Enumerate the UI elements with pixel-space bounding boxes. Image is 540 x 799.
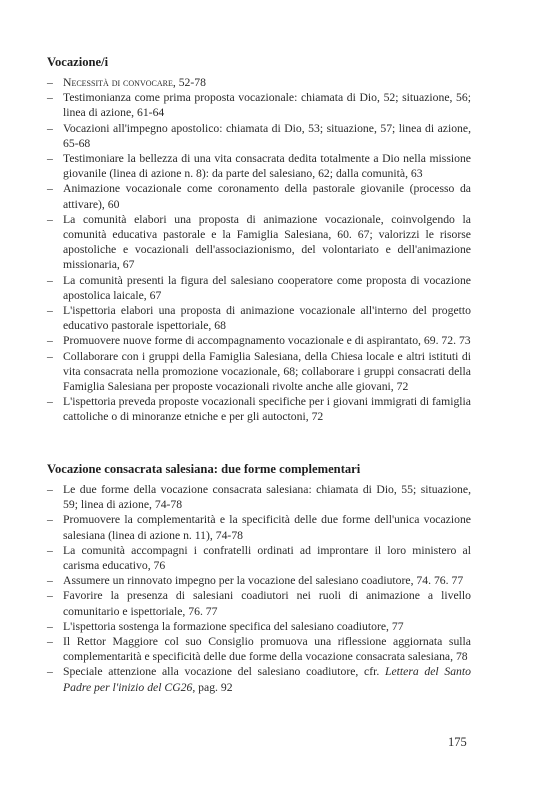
list-item [47,181,471,211]
entry-text: Speciale attenzione alla vocazione del salesiano coadiutore, cfr. [63,665,385,679]
page-number: 175 [448,735,467,749]
dash-bullet: – [47,273,53,287]
dash-bullet: – [47,121,53,135]
list-item [47,333,471,348]
section-title-vocazione-consacrata: Vocazione consacrata salesiana: due forme complementari [47,462,361,476]
list-item [47,543,471,573]
list-item [47,588,471,618]
list-item [47,573,471,588]
entry-tail: , pag. 92 [192,680,233,694]
entry-italic-title: Lettera del Santo Padre per l'inizio del CG26 [63,665,471,694]
entry-text: Favorire la presenza di salesiani coadiutori nei ruoli di animazione a livello comunitario e ispettoriale, 76. 77 [63,589,471,618]
list-item [47,212,471,273]
entry-text: Il Rettor Maggiore col suo Consiglio promuova una riflessione aggiornata sulla complementarità e specificità delle due forme della vocazione consacrata salesiana, 78 [63,635,471,664]
entry-text: Collaborare con i gruppi della Famiglia Salesiana, della Chiesa locale e altri istituti di vita consacrata nella promozione vocazionale, 68; collaborare i gruppi consacrati della Famiglia Salesiana per proposte vocazionali rivolte anche alle giovani, 72 [63,349,471,394]
dash-bullet: – [47,349,53,363]
entry-list-vocazione [47,75,471,425]
list-item [47,634,471,664]
section-title-vocazione: Vocazione/i [47,55,109,69]
dash-bullet: – [47,91,53,105]
dash-bullet: – [47,152,53,166]
list-item [47,151,471,181]
entry-text: L'ispettoria elabori una proposta di animazione vocazionale all'interno del progetto educativo pastorale ispettoriale, 68 [63,304,471,333]
list-item [47,664,471,694]
dash-bullet: – [47,304,53,318]
entry-text: La comunità elabori una proposta di animazione vocazionale, coinvolgendo la comunità educativa pastorale e la Famiglia Salesiana, 60. 67; valorizzi le risorse apostoliche e vocazionali dell'associazionismo, del volontariato e dell'animazione missionaria, 67 [63,212,471,272]
entry-text: La comunità presenti la figura del salesiano cooperatore come proposta di vocazione apostolica laicale, 67 [63,273,471,302]
dash-bullet: – [47,395,53,409]
dash-bullet: – [47,574,53,588]
list-item [47,482,471,512]
dash-bullet: – [47,76,53,89]
dash-bullet: – [47,334,53,348]
dash-bullet: – [47,483,53,496]
entry-text: Promuovere nuove forme di accompagnamento vocazionale e di aspirantato, 69. 72. 73 [63,334,471,348]
list-item [47,90,471,120]
entry-text: L'ispettoria preveda proposte vocazionali specifiche per i giovani immigrati di famiglia cattoliche o di minoranze etniche e per gli autoctoni, 72 [63,395,471,424]
entry-text: Testimoniare la bellezza di una vita consacrata dedita totalmente a Dio nella missione giovanile (linea di azione n. 8): da parte del salesiano, 62; dalla comunità, 63 [63,152,471,181]
list-item [47,349,471,395]
list-item [47,75,471,90]
entry-text: Testimonianza come prima proposta vocazionale: chiamata di Dio, 52; situazione, 56; linea di azione, 61-64 [63,91,471,120]
list-item [47,121,471,151]
entry-list-vocazione-consacrata [47,482,471,695]
entry-text: Promuovere la complementarità e la specificità delle due forme dell'unica vocazione salesiana (linea di azione n. 11), 74-78 [63,513,471,542]
list-item [47,619,471,634]
list-item [47,394,471,424]
list-item [47,303,471,333]
entry-text: L'ispettoria sostenga la formazione specifica del salesiano coadiutore, 77 [63,619,404,633]
dash-bullet: – [47,619,53,633]
dash-bullet: – [47,513,53,527]
entry-text: , 52-78 [172,76,206,89]
dash-bullet: – [47,543,53,557]
dash-bullet: – [47,589,53,603]
entry-text: Assumere un rinnovato impegno per la vocazione del salesiano coadiutore, 74. 76. 77 [63,574,464,588]
entry-text: Le due forme della vocazione consacrata salesiana: chiamata di Dio, 55; situazione, 59; linea di azione, 74-78 [63,483,471,512]
dash-bullet: – [47,665,53,679]
entry-lead: Necessità di convocare [63,76,173,89]
dash-bullet: – [47,635,53,649]
dash-bullet: – [47,182,53,196]
entry-text: Vocazioni all'impegno apostolico: chiamata di Dio, 53; situazione, 57; linea di azione, 65-68 [63,121,471,150]
list-item [47,273,471,303]
list-item [47,512,471,542]
entry-text: Animazione vocazionale come coronamento della pastorale giovanile (processo da attivare), 60 [63,182,471,211]
dash-bullet: – [47,212,53,226]
entry-text: La comunità accompagni i confratelli ordinati ad improntare il loro ministero al carisma educativo, 76 [63,543,471,573]
